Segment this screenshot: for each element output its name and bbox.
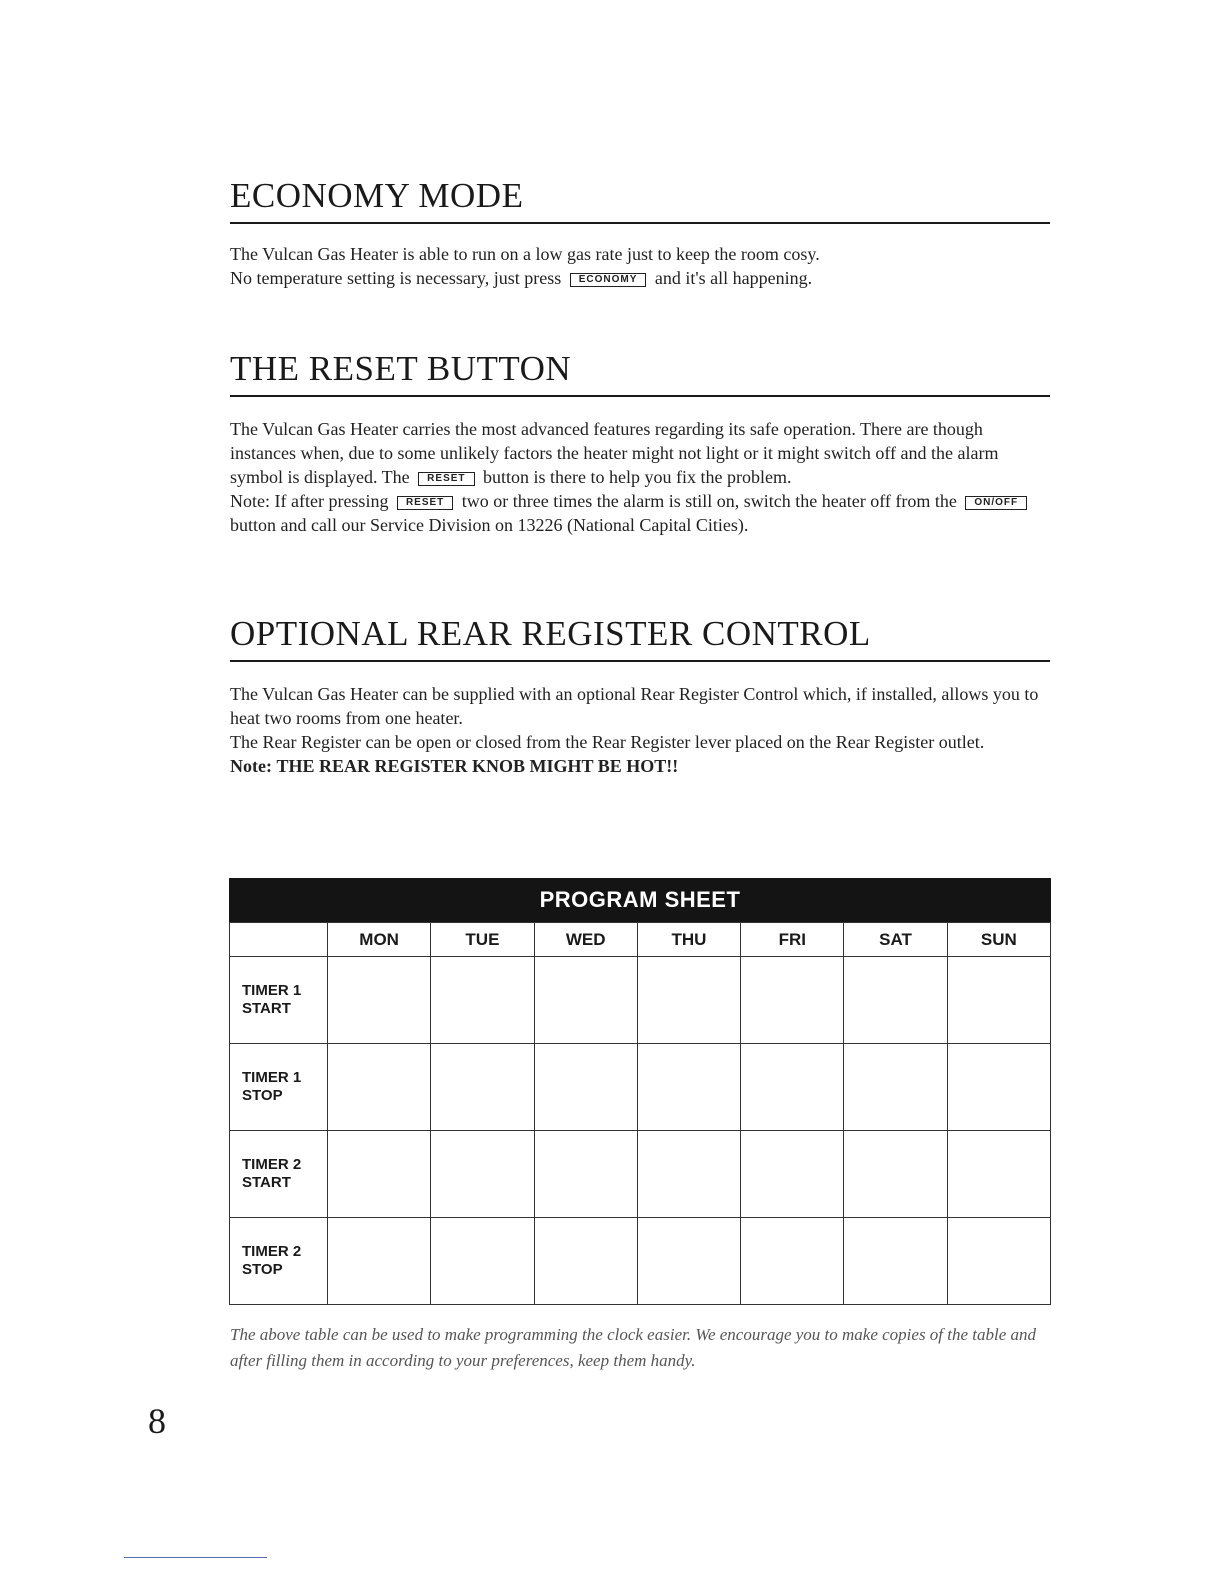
day-header: THU [637,923,740,957]
program-sheet [229,878,1051,1305]
reset-p1-after: button is there to help you fix the problem. [483,467,792,488]
schedule-cell [431,1218,534,1305]
schedule-cell [947,957,1050,1044]
program-sheet-table [229,922,1051,1305]
reset-section [230,349,1050,537]
schedule-cell [637,1044,740,1131]
reset-button-label: RESET [418,472,474,486]
schedule-cell [534,1218,637,1305]
reset-note-before: Note: If after pressing [230,491,389,512]
economy-line2-before: No temperature setting is necessary, just press [230,268,562,289]
day-header: MON [328,923,431,957]
schedule-cell [431,1044,534,1131]
schedule-cell [328,957,431,1044]
economy-button-label: ECONOMY [570,273,647,287]
schedule-cell [741,1131,844,1218]
row-label: TIMER 1 START [230,957,328,1044]
economy-section [230,176,1050,290]
program-sheet-title: PROGRAM SHEET [229,878,1051,922]
schedule-cell [534,957,637,1044]
rear-register-note-text: THE REAR REGISTER KNOB MIGHT BE HOT!! [276,756,679,777]
economy-text [230,242,1050,290]
reset-note-after: button and call our Service Division on 13226 (National Capital Cities). [230,515,749,536]
row-label: TIMER 1 STOP [230,1044,328,1131]
schedule-cell [947,1044,1050,1131]
day-header: SAT [844,923,947,957]
schedule-cell [637,1218,740,1305]
program-sheet-header-row [230,923,1051,957]
schedule-cell [844,1131,947,1218]
schedule-cell [534,1131,637,1218]
schedule-cell [741,1218,844,1305]
schedule-cell [947,1218,1050,1305]
schedule-cell [328,1218,431,1305]
reset-button-label-note: RESET [397,496,453,510]
reset-text [230,417,1050,537]
rear-register-heading: OPTIONAL REAR REGISTER CONTROL [230,614,1050,662]
schedule-cell [328,1131,431,1218]
schedule-cell [844,957,947,1044]
schedule-cell [328,1044,431,1131]
day-header: FRI [741,923,844,957]
rear-register-text [230,682,1050,778]
reset-note-mid: two or three times the alarm is still on, switch the heater off from the [461,491,957,512]
day-header: TUE [431,923,534,957]
corner-cell [230,923,328,957]
day-header: WED [534,923,637,957]
rear-register-note-label: Note: [230,756,272,777]
table-caption: The above table can be used to make programming the clock easier. We encourage you to make copies of the table and after filling them in according to your preferences, keep them handy. [230,1325,1037,1370]
economy-line2-after: and it's all happening. [654,268,813,289]
economy-heading: ECONOMY MODE [230,176,1050,224]
footer-rule [124,1557,267,1558]
onoff-button-label: ON/OFF [965,496,1027,510]
rear-register-p2: The Rear Register can be open or closed from the Rear Register lever placed on the Rear Register outlet. [230,732,985,753]
table-row [230,957,1051,1044]
table-row [230,1044,1051,1131]
schedule-cell [431,1131,534,1218]
row-label: TIMER 2 START [230,1131,328,1218]
economy-line1: The Vulcan Gas Heater is able to run on a low gas rate just to keep the room cosy. [230,244,820,265]
table-row [230,1218,1051,1305]
rear-register-p1: The Vulcan Gas Heater can be supplied with an optional Rear Register Control which, if installed, allows you to heat two rooms from one heater. [230,684,1039,729]
table-row [230,1131,1051,1218]
reset-heading: THE RESET BUTTON [230,349,1050,397]
reset-p1-before: The Vulcan Gas Heater carries the most advanced features regarding its safe operation. There are though instances when, due to some unlikely factors the heater might not light or it might switch off and the alarm symbol is displayed. The [230,419,999,488]
row-label: TIMER 2 STOP [230,1218,328,1305]
rear-register-section [230,614,1050,778]
schedule-cell [741,1044,844,1131]
schedule-cell [534,1044,637,1131]
schedule-cell [844,1218,947,1305]
schedule-cell [844,1044,947,1131]
schedule-cell [637,957,740,1044]
page-number: 8 [148,1401,166,1441]
day-header: SUN [947,923,1050,957]
schedule-cell [947,1131,1050,1218]
schedule-cell [637,1131,740,1218]
schedule-cell [431,957,534,1044]
schedule-cell [741,957,844,1044]
